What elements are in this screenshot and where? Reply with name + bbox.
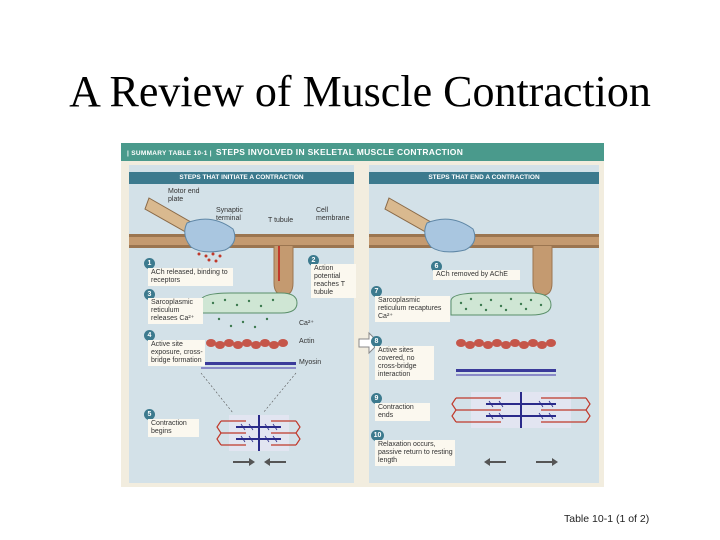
left-sarcoplasmic-reticulum xyxy=(201,293,297,313)
step-7-badge: 7 xyxy=(371,286,382,297)
left-sarcomere xyxy=(217,415,300,451)
left-membrane xyxy=(129,234,354,248)
slide-title: A Review of Muscle Contraction xyxy=(69,67,651,116)
table-banner xyxy=(121,143,604,161)
right-sarcomere xyxy=(452,392,590,428)
summary-table-figure xyxy=(121,143,604,487)
step-3-badge: 3 xyxy=(144,289,155,300)
label-myosin: Myosin xyxy=(299,359,322,366)
step-10-badge: 10 xyxy=(371,430,384,441)
step-4-badge: 4 xyxy=(144,330,155,341)
right-sarcoplasmic-reticulum xyxy=(451,293,551,315)
left-column-heading: STEPS THAT INITIATE A CONTRACTION xyxy=(129,172,354,184)
right-column-heading: STEPS THAT END A CONTRACTION xyxy=(369,172,599,184)
right-t-tubule xyxy=(533,246,552,295)
step-8-badge: 8 xyxy=(371,336,382,347)
right-membrane xyxy=(369,234,599,248)
label-ca: Ca²⁺ xyxy=(299,320,314,327)
table-label: | SUMMARY TABLE 10-1 | xyxy=(127,150,212,157)
step-9-text: Contraction ends xyxy=(375,403,430,421)
step-1-text: ACh released, binding to receptors xyxy=(148,268,233,286)
step-4-text: Active site exposure, cross-bridge formation xyxy=(148,340,205,366)
step-6-badge: 6 xyxy=(431,261,442,272)
step-6-text: ACh removed by AChE xyxy=(433,270,520,280)
step-1-badge: 1 xyxy=(144,258,155,269)
step-8-text: Active sites covered, no cross-bridge interaction xyxy=(375,346,434,380)
step-5-text: Contraction begins xyxy=(148,419,199,437)
slide-caption: Table 10-1 (1 of 2) xyxy=(564,513,650,525)
step-2-text: Action potential reaches T tubule xyxy=(311,264,356,298)
label-motor-end-plate: Motor end plate xyxy=(168,188,200,203)
step-5-badge: 5 xyxy=(144,409,155,420)
step-2-badge: 2 xyxy=(308,255,319,266)
label-synaptic-terminal: Synaptic terminal xyxy=(216,207,243,222)
step-7-text: Sarcoplasmic reticulum recaptures Ca²⁺ xyxy=(375,296,450,322)
table-title: STEPS INVOLVED IN SKELETAL MUSCLE CONTRACTION xyxy=(215,147,464,157)
step-10-text: Relaxation occurs, passive return to resting length xyxy=(375,440,455,466)
label-t-tubule: T tubule xyxy=(268,217,294,224)
left-t-tubule xyxy=(274,246,293,295)
label-actin: Actin xyxy=(299,338,315,345)
step-9-badge: 9 xyxy=(371,393,382,404)
label-cell-membrane: Cell membrane xyxy=(316,207,350,222)
step-3-text: Sarcoplasmic reticulum releases Ca²⁺ xyxy=(148,298,203,324)
